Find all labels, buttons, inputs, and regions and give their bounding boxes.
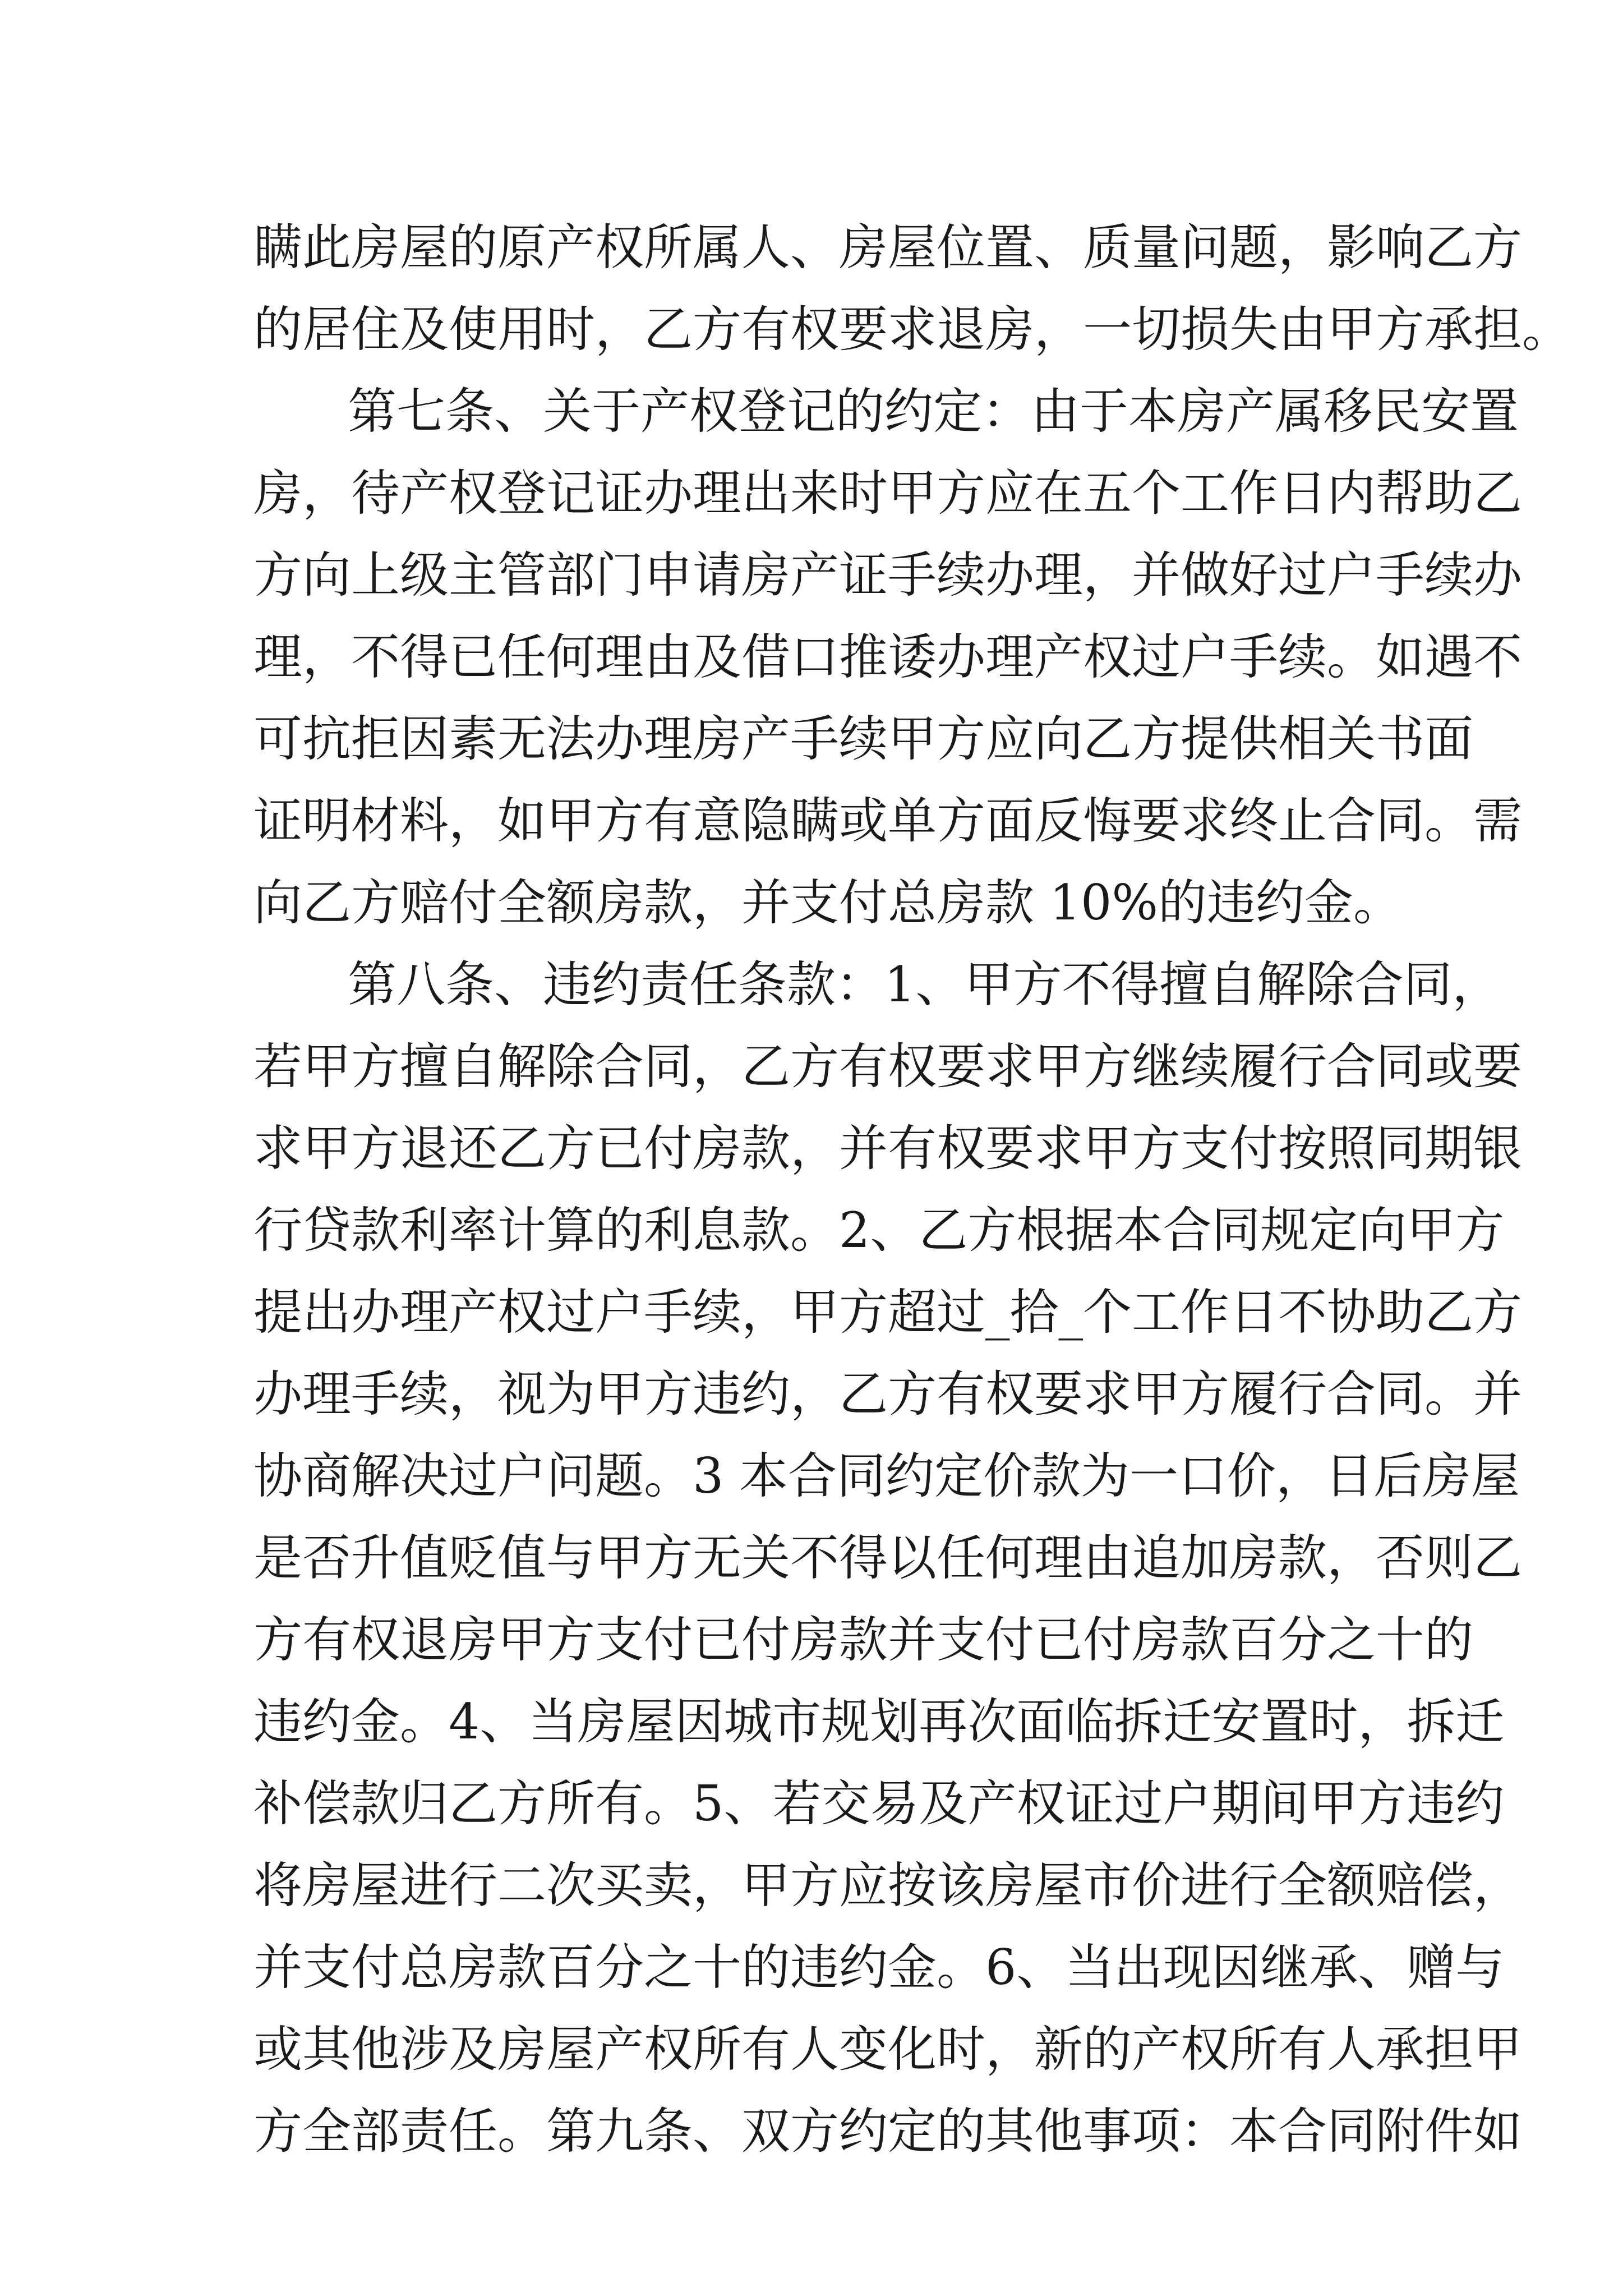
text-line: 行贷款利率计算的利息款。2、乙方根据本合同规定向甲方 [253, 1202, 1505, 1259]
text-line: 提出办理产权过户手续，甲方超过_拾_个工作日不协助乙方 [253, 1283, 1522, 1341]
text-line: 理，不得已任何理由及借口推诿办理产权过户手续。如遇不 [253, 628, 1522, 685]
text-line: 证明材料，如甲方有意隐瞒或单方面反悔要求终止合同。需 [253, 792, 1522, 849]
text-line: 求甲方退还乙方已付房款，并有权要求甲方支付按照同期银 [253, 1120, 1522, 1177]
text-line: 补偿款归乙方所有。5、若交易及产权证过户期间甲方违约 [253, 1775, 1505, 1832]
text-line: 若甲方擅自解除合同，乙方有权要求甲方继续履行合同或要 [253, 1038, 1522, 1095]
text-line: 第八条、违约责任条款：1、甲方不得擅自解除合同， [348, 956, 1501, 1013]
text-line: 并支付总房款百分之十的违约金。6、当出现因继承、赠与 [253, 1939, 1505, 1996]
text-line: 方有权退房甲方支付已付房款并支付已付房款百分之十的 [253, 1611, 1473, 1668]
text-line: 协商解决过户问题。3 本合同约定价款为一口价，日后房屋 [253, 1447, 1520, 1504]
text-line: 方向上级主管部门申请房产证手续办理，并做好过户手续办 [253, 546, 1522, 604]
text-line: 方全部责任。第九条、双方约定的其他事项：本合同附件如 [253, 2102, 1522, 2160]
text-line: 可抗拒因素无法办理房产手续甲方应向乙方提供相关书面 [253, 710, 1473, 767]
text-line: 将房屋进行二次买卖，甲方应按该房屋市价进行全额赔偿， [253, 1857, 1522, 1914]
text-line: 或其他涉及房屋产权所有人变化时，新的产权所有人承担甲 [253, 2021, 1522, 2078]
text-line: 办理手续，视为甲方违约，乙方有权要求甲方履行合同。并 [253, 1365, 1522, 1423]
text-line: 第七条、关于产权登记的约定：由于本房产属移民安置 [348, 383, 1519, 440]
text-line: 瞒此房屋的原产权所属人、房屋位置、质量问题，影响乙方 [253, 219, 1522, 276]
contract-text-body [253, 206, 1571, 2172]
text-line: 违约金。4、当房屋因城市规划再次面临拆迁安置时，拆迁 [253, 1693, 1505, 1750]
text-line: 的居住及使用时，乙方有权要求退房，一切损失由甲方承担。 [253, 301, 1571, 358]
text-line: 是否升值贬值与甲方无关不得以任何理由追加房款，否则乙 [253, 1529, 1522, 1586]
text-line: 房，待产权登记证办理出来时甲方应在五个工作日内帮助乙 [253, 464, 1522, 522]
text-line: 向乙方赔付全额房款，并支付总房款 10%的违约金。 [253, 874, 1403, 931]
